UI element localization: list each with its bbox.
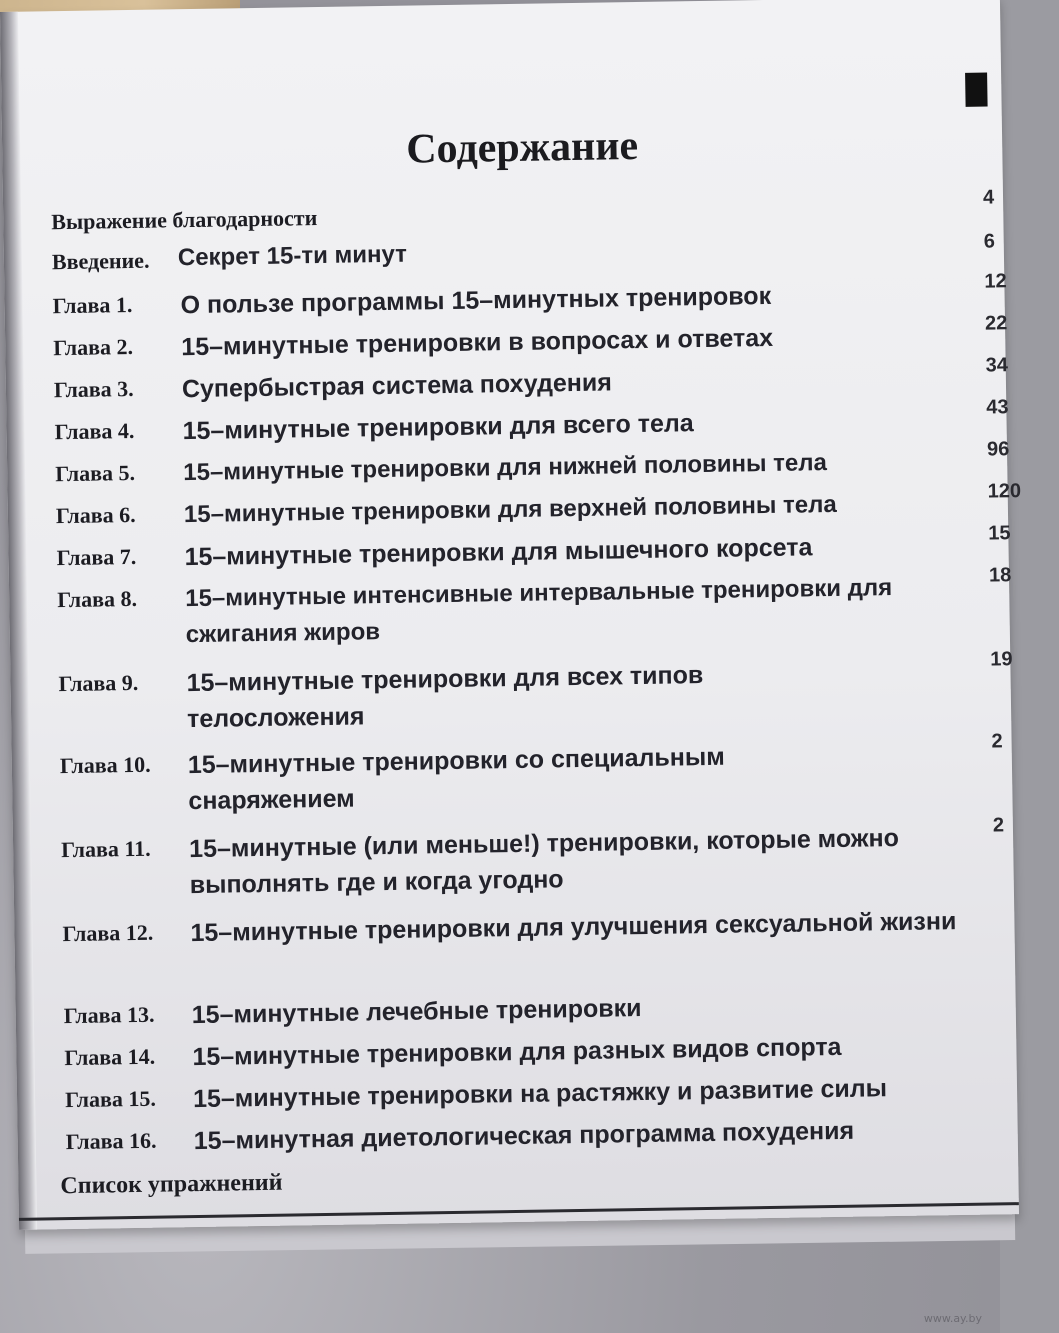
toc-entry-page: 2 xyxy=(992,814,1005,837)
toc-entry-label: Глава 16. xyxy=(65,1127,157,1155)
toc-entry-label: Глава 14. xyxy=(64,1043,156,1071)
toc-entry-page: 12 xyxy=(984,270,1007,293)
toc-entry-chapter-16 xyxy=(66,1114,1037,1173)
toc-entry-title: 15–минутные тренировки в вопросах и ответах xyxy=(181,323,774,362)
toc-entry-label: Глава 15. xyxy=(64,1085,157,1113)
toc-entry-page: 22 xyxy=(984,312,1008,335)
toc-entry-title: 15–минутные лечебные тренировки xyxy=(191,994,642,1030)
toc-entry-label: Глава 9. xyxy=(58,669,139,697)
toc-entry-exercise-list: Список упражнений xyxy=(60,1169,283,1200)
toc-entry-title: 15–минутные тренировки для разных видов спорта xyxy=(192,1032,842,1072)
toc-entry-chapter-10 xyxy=(59,730,1031,833)
toc-entry-title: 15–минутные тренировки для улучшения сексуальной жизни xyxy=(190,907,957,948)
toc-entry-page: 18 xyxy=(988,564,1012,587)
toc-entry-title: 15–минутные тренировки со специальным снаряжением xyxy=(187,742,725,816)
toc-entry-page: 15 xyxy=(988,522,1011,545)
toc-entry-chapter-9 xyxy=(58,648,1029,751)
toc-entry-page: 2 xyxy=(991,730,1003,753)
toc-entry-title: 15–минутные тренировки для мышечного корсета xyxy=(184,533,813,572)
toc-entry-title: 15–минутная диетологическая программа похудения xyxy=(193,1116,855,1156)
watermark: www.ay.by xyxy=(923,1312,982,1325)
toc-entry-label: Глава 3. xyxy=(53,375,134,403)
page-title: Содержание xyxy=(405,122,639,173)
toc-entry-title: Секрет 15-ти минут xyxy=(177,240,408,272)
toc-entry-label: Глава 4. xyxy=(54,417,135,445)
toc-entry-label: Глава 11. xyxy=(60,835,151,863)
toc-entry-label: Глава 8. xyxy=(57,585,138,613)
toc-entry-label: Глава 2. xyxy=(53,333,134,361)
toc-entry-title: 15–минутные тренировки для всех типов телосложения xyxy=(186,661,704,734)
toc-entry-label: Глава 5. xyxy=(55,459,136,487)
toc-entry-chapter-8 xyxy=(57,564,1028,667)
toc-entry-title: 15–минутные (или меньше!) тренировки, которые можно выполнять где и когда угодно xyxy=(188,823,900,900)
toc-entry-page: 34 xyxy=(985,354,1009,377)
toc-entry-title: 15–минутные тренировки на растяжку и развитие силы xyxy=(192,1074,888,1114)
toc-entry-label: Глава 10. xyxy=(59,751,151,779)
toc-entry-page: 4 xyxy=(982,186,995,209)
toc-entry-label: Введение. xyxy=(51,247,150,275)
toc-entry-page: 6 xyxy=(983,230,996,253)
toc-entry-page: 43 xyxy=(986,396,1009,419)
toc-entry-title: Супербыстрая система похудения xyxy=(181,368,613,404)
toc-entry-title: 15–минутные интенсивные интервальные тренировки для сжигания жиров xyxy=(185,574,893,649)
toc-entry-label: Глава 7. xyxy=(56,543,137,571)
toc-entry-title: О пользе программы 15–минутных тренировок xyxy=(180,281,772,320)
chapter-marker xyxy=(965,73,988,107)
toc-entry-label: Глава 6. xyxy=(55,501,136,529)
toc-entry-page: 19 xyxy=(990,648,1013,671)
toc-entry-label: Глава 12. xyxy=(62,919,154,947)
toc-entry-page: 96 xyxy=(986,438,1010,461)
toc-entry-label: Глава 13. xyxy=(63,1001,155,1029)
toc-entry-title: 15–минутные тренировки для всего тела xyxy=(182,409,694,446)
toc-entry-title: 15–минутные тренировки для нижней половины тела xyxy=(183,449,828,487)
toc-entry-page: 120 xyxy=(987,480,1022,503)
toc-entry-label: Глава 1. xyxy=(52,291,133,319)
toc-entry-chapter-11 xyxy=(60,814,1032,917)
toc-entry-label: Выражение благодарности xyxy=(51,205,318,235)
toc-entry-title: 15–минутные тренировки для верхней половины тела xyxy=(183,490,837,529)
